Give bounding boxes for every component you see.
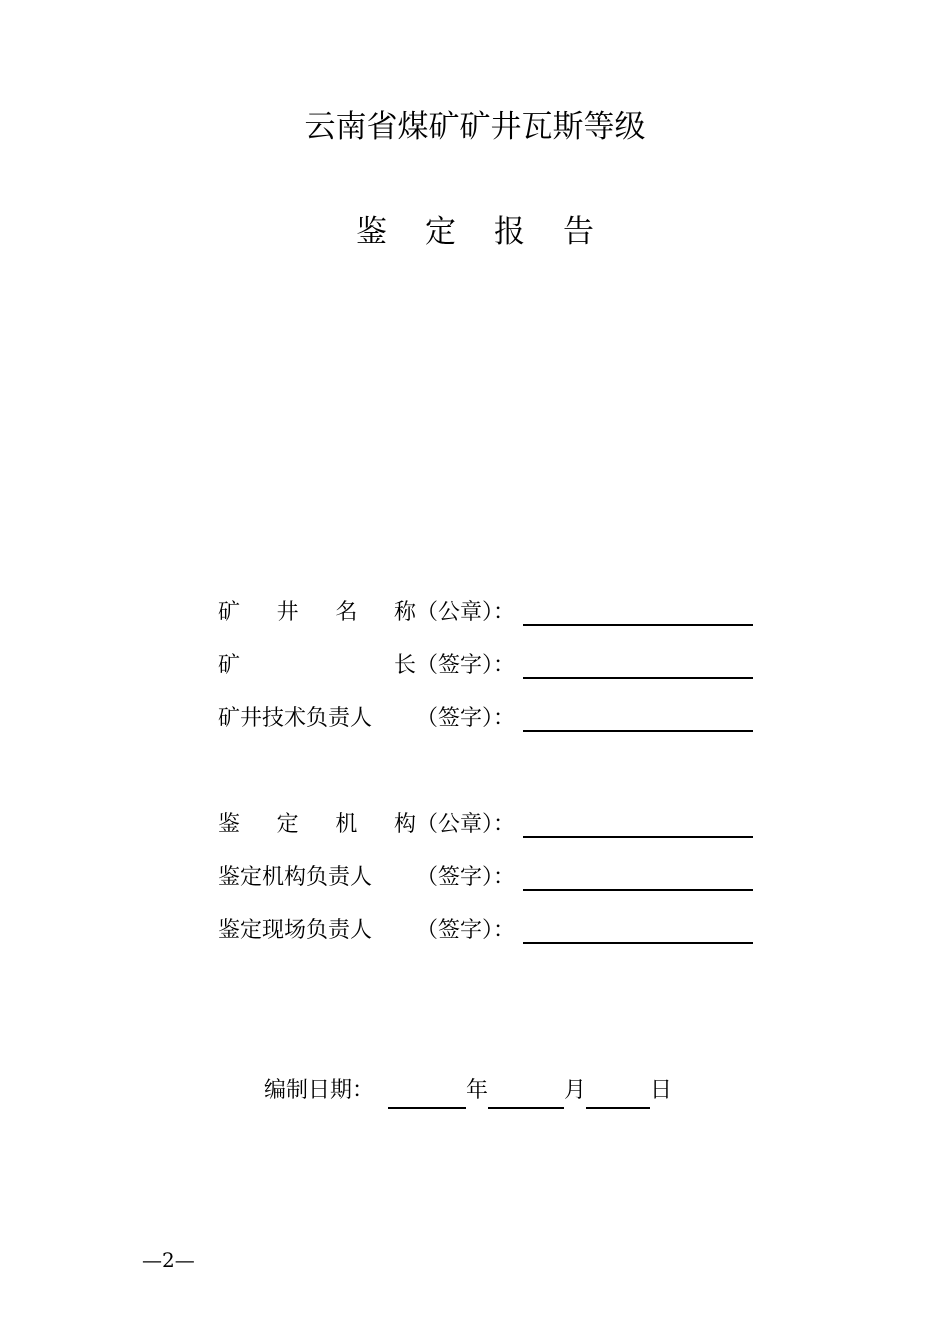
field-name: 矿井技术负责人 [218, 706, 373, 731]
field-label [218, 911, 516, 951]
subtitle-char: 定 [425, 214, 456, 250]
field-suffix: （签字）： [416, 865, 516, 890]
report-subtitle [0, 212, 950, 252]
field-label [218, 858, 516, 898]
field-name: 鉴定现场负责人 [218, 918, 373, 943]
field-label [218, 699, 516, 739]
report-title: 云南省煤矿矿井瓦斯等级 [304, 109, 646, 145]
agency-name-signature-line[interactable] [523, 816, 753, 838]
mine-manager-signature-line[interactable] [523, 657, 753, 679]
field-name: 鉴 定 机 构 [218, 812, 416, 837]
agency-name-field [218, 805, 753, 845]
field-name: 矿 长 [218, 653, 416, 678]
page-number: —2— [142, 1248, 195, 1272]
mine-name-field [218, 593, 753, 633]
field-name: 鉴定机构负责人 [218, 865, 373, 890]
year-blank[interactable] [388, 1081, 466, 1109]
onsite-lead-field [218, 911, 753, 951]
field-name: 矿 井 名 称 [218, 600, 416, 625]
subtitle-char: 告 [563, 214, 594, 250]
field-label [218, 593, 516, 633]
onsite-lead-signature-line[interactable] [523, 922, 753, 944]
agency-lead-signature-line[interactable] [523, 869, 753, 891]
field-suffix: （公章）： [416, 600, 516, 625]
field-suffix: （签字）： [416, 918, 516, 943]
mine-name-signature-line[interactable] [523, 604, 753, 626]
day-label: 日 [650, 1078, 673, 1103]
mine-technical-lead-field [218, 699, 753, 739]
compile-date [264, 1071, 672, 1111]
agency-lead-field [218, 858, 753, 898]
month-blank[interactable] [488, 1081, 564, 1109]
mine-manager-field [218, 646, 753, 686]
field-suffix: （签字）： [416, 653, 516, 678]
day-blank[interactable] [586, 1081, 650, 1109]
field-suffix: （公章）： [416, 812, 516, 837]
year-label: 年 [466, 1078, 489, 1103]
field-label [218, 805, 516, 845]
mine-technical-lead-signature-line[interactable] [523, 710, 753, 732]
subtitle-char: 鉴 [356, 214, 387, 250]
field-suffix: （签字）： [416, 706, 516, 731]
month-label: 月 [564, 1078, 587, 1103]
date-label: 编制日期： [264, 1078, 375, 1103]
subtitle-char: 报 [494, 214, 525, 250]
field-label [218, 646, 516, 686]
